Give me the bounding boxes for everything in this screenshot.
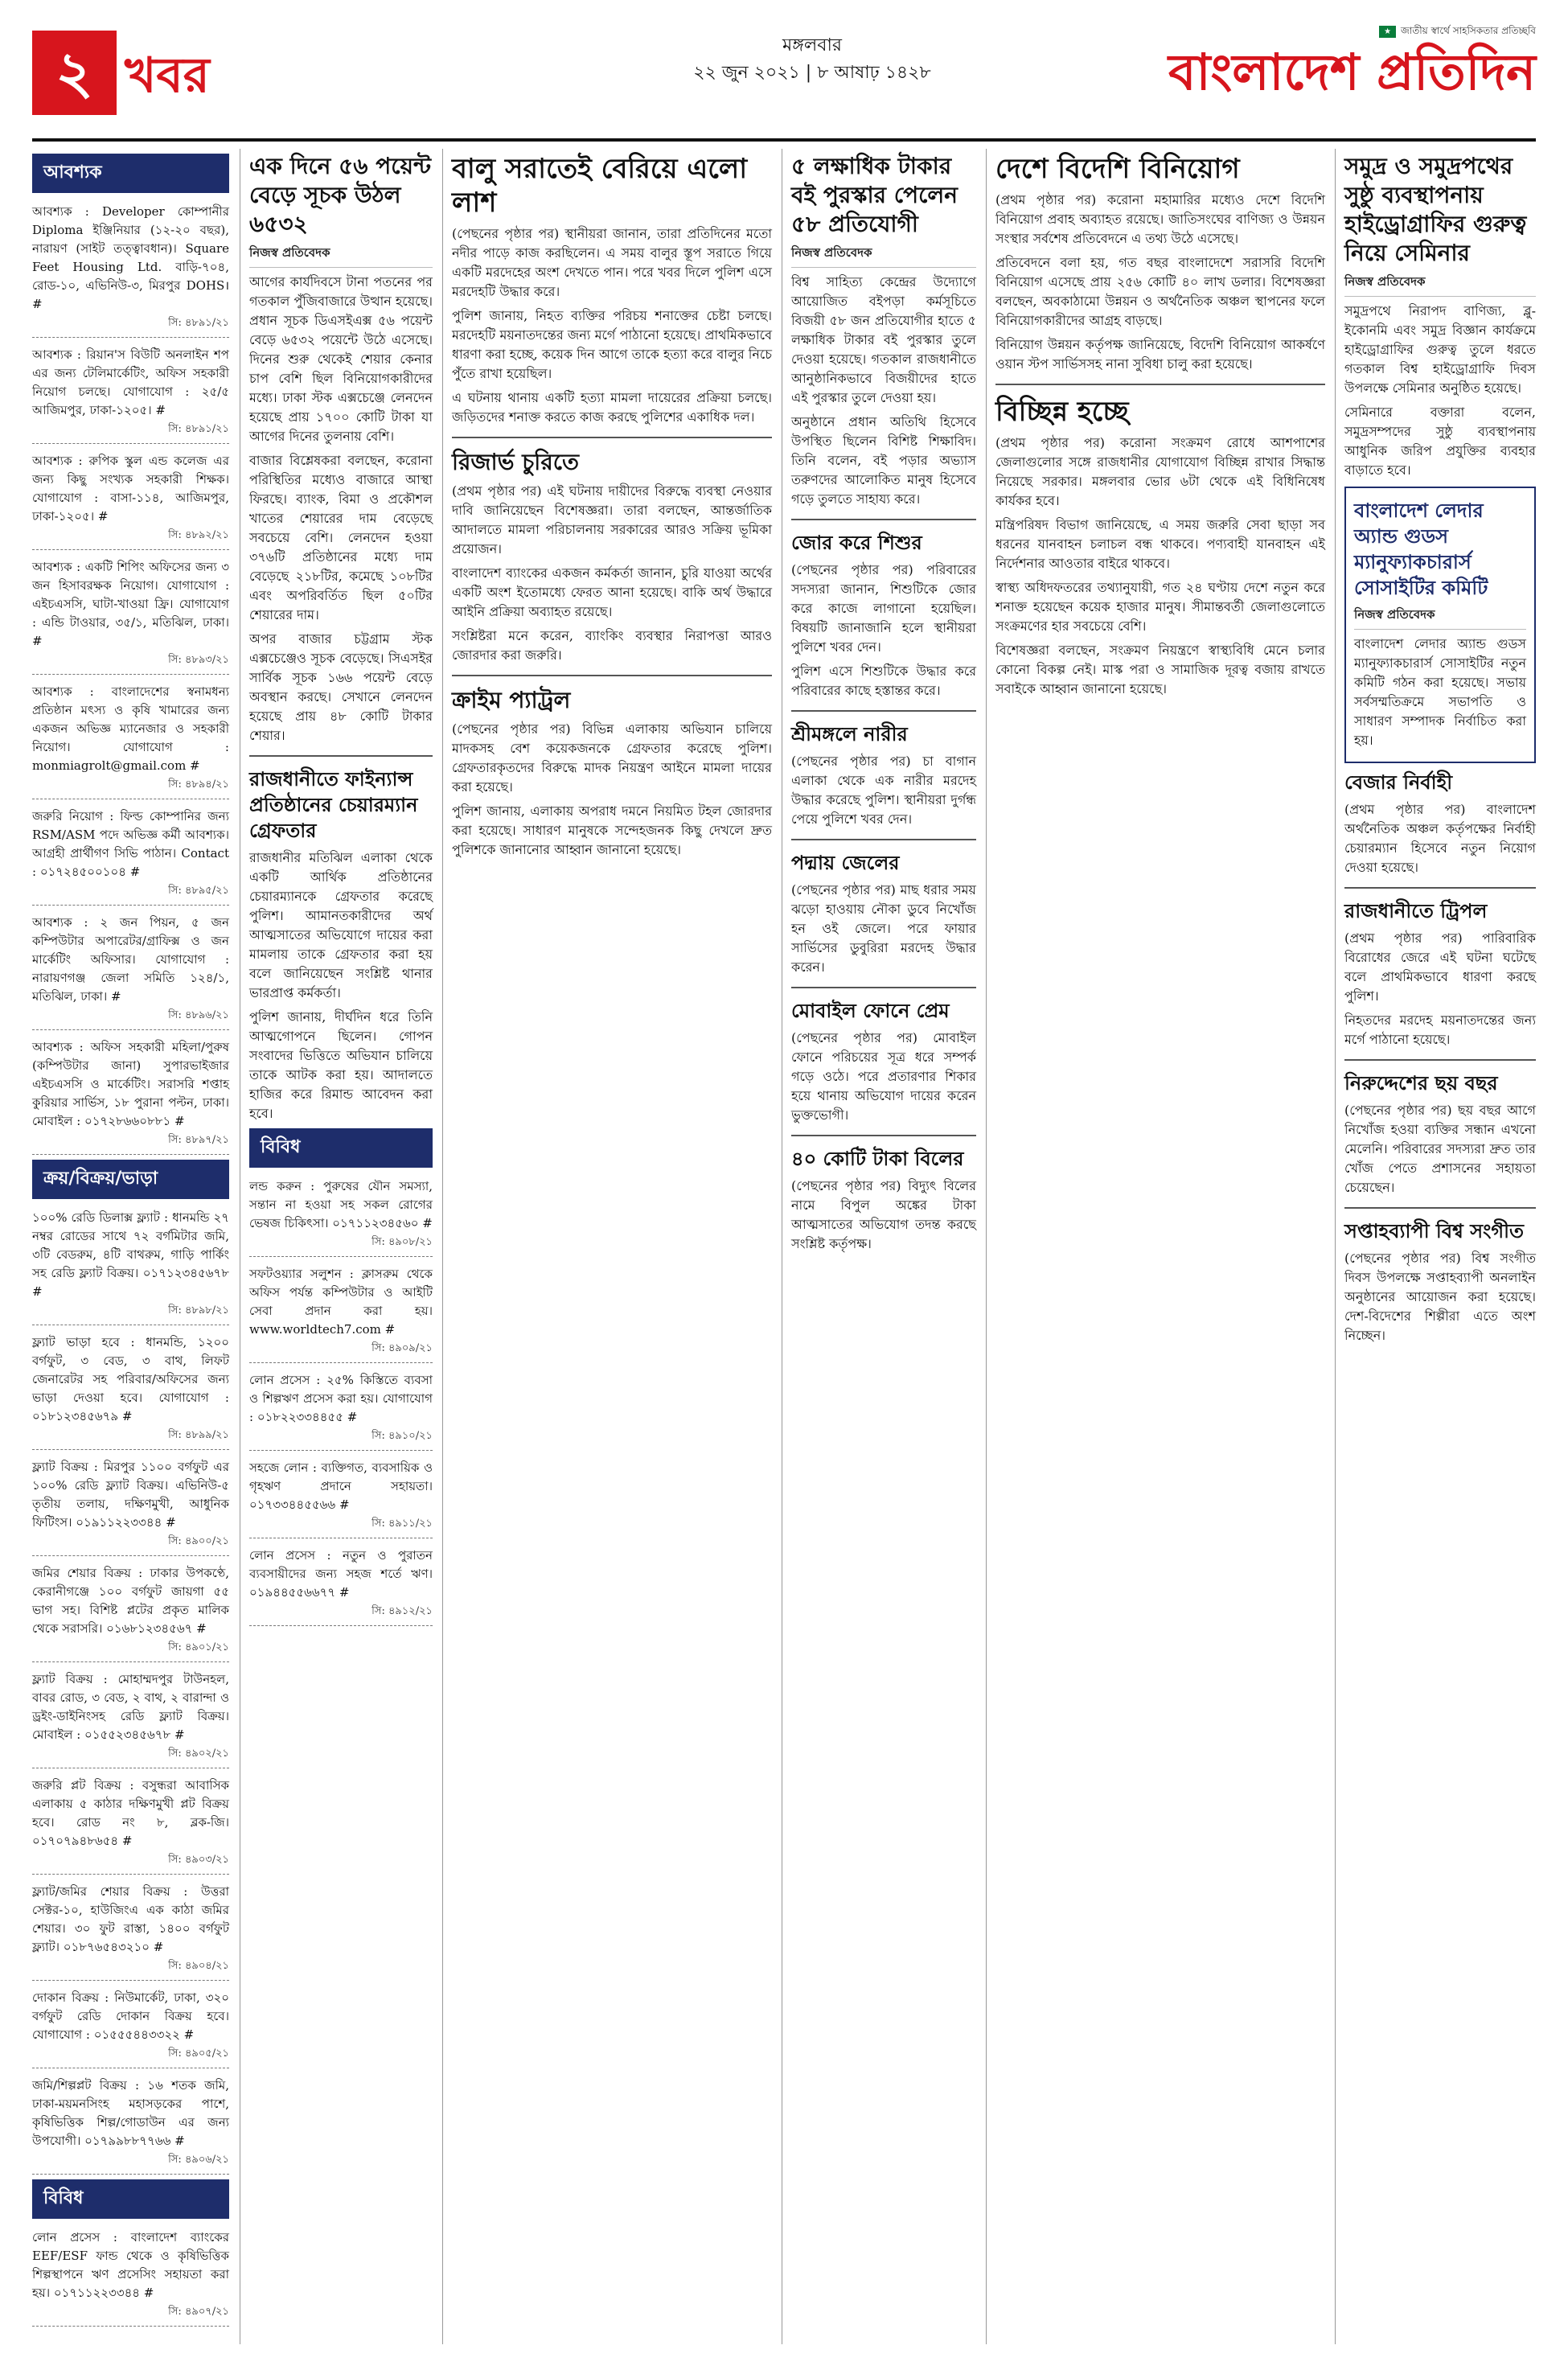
article-headline: বেজার নির্বাহী [1344,771,1453,794]
article-paragraph: (পেছনের পৃষ্ঠার পর) পরিবারের সদস্যরা জানান, শিশুটিকে জোর করে কাজে লাগানো হয়েছিল। বিষয়টি জানাজানি হলে স্থানীয়রা পুলিশে খবর দেন। [791,562,976,655]
column-5 [995,149,1325,704]
article-divider [791,987,976,988]
masthead-rule [32,138,1536,142]
classified-heading-needed: আবশ্যক [32,154,229,193]
classified-ad: আবশ্যক : বাংলাদেশের স্বনামধন্য প্রতিষ্ঠান মৎস্য ও কৃষি খামারের জন্য একজন অভিজ্ঞ ম্যানেজার ও সহকারী নিয়োগ। যোগাযোগ : monmiagrolt@gmail.com # সি: ৪৮৯৪/২১ [32,680,229,799]
article-headline: রাজধানীতে ফাইন্যান্স প্রতিষ্ঠানের চেয়ারম্যান গ্রেফতার [249,768,418,842]
article-headline: সপ্তাহব্যাপী বিশ্ব সংগীত [1344,1220,1525,1242]
article-paragraph: (প্রথম পৃষ্ঠার পর) এই ঘটনায় দায়ীদের বিরুদ্ধে ব্যবস্থা নেওয়ার দাবি জানিয়েছেন বিশেষজ্ঞরা। তারা বলছেন, আন্তর্জাতিক আদালতে মামলা পরিচালনায় সরকারের আরও সক্রিয় ভূমিকা প্রয়োজন। [452,483,772,557]
column-3 [452,149,772,865]
article-paragraph: (পেছনের পৃষ্ঠার পর) বিশ্ব সংগীত দিবস উপলক্ষে সপ্তাহব্যাপী অনলাইন অনুষ্ঠানের আয়োজন করা হয়েছে। দেশ-বিদেশের শিল্পীরা এতে অংশ নিচ্ছেন। [1344,1251,1536,1343]
classified-ad: আবশ্যক : একটি শিপিং অফিসের জন্য ৩ জন হিসাবরক্ষক নিয়োগ। যোগাযোগ : এইচএসসি, ঘাটা-খাওয়া ফ্রি। যোগাযোগ : এন্ডি টাওয়ার, ৩৫/১, মতিঝিল, ঢাকা। # সি: ৪৮৯৩/২১ [32,555,229,675]
column-6 [1344,149,1536,1350]
article-divider [791,1135,976,1136]
paper-logo [1166,24,1536,145]
article-paragraph: বিশ্ব সাহিত্য কেন্দ্রের উদ্যোগে আয়োজিত বইপড়া কর্মসূচিতে বিজয়ী ৫৮ জন প্রতিযোগীর হাতে ৫ লক্ষাধিক টাকার বই পুরস্কার তুলে দেওয়া হয়েছে। গতকাল রাজধানীতে আনুষ্ঠানিকভাবে বিজয়ীদের হাতে এই পুরস্কার তুলে দেওয়া হয়। [791,274,976,405]
article-paragraph: (প্রথম পৃষ্ঠার পর) করোনা মহামারির মধ্যেও দেশে বিদেশি বিনিয়োগ প্রবাহ অব্যাহত রয়েছে। জাতিসংঘের বাণিজ্য ও উন্নয়ন সংস্থার সর্বশেষ প্রতিবেদনে এ তথ্য উঠে এসেছে। [995,192,1325,246]
article-paragraph: (পেছনের পৃষ্ঠার পর) বিদ্যুৎ বিলের নামে বিপুল অঙ্কের টাকা আত্মসাতের অভিযোগ তদন্ত করছে সংশ্লিষ্ট কর্তৃপক্ষ। [791,1178,976,1251]
article-headline: ক্রাইম প্যাট্রল [452,687,571,713]
article-headline: ৫ লক্ষাধিক টাকার বই পুরস্কার পেলেন ৫৮ প্রতিযোগী [791,153,958,237]
article-paragraph: (প্রথম পৃষ্ঠার পর) বাংলাদেশ অর্থনৈতিক অঞ্চল কর্তৃপক্ষের নির্বাহী চেয়ারম্যান হিসেবে নতুন নিয়োগ দেওয়া হয়েছে। [1344,802,1536,875]
article-headline: এক দিনে ৫৬ পয়েন্ট বেড়ে সূচক উঠল ৬৫৩২ [249,153,431,237]
article-paragraph: (প্রথম পৃষ্ঠার পর) পারিবারিক বিরোধের জেরে এই ঘটনা ঘটেছে বলে প্রাথমিকভাবে ধারণা করছে পুলিশ। [1344,930,1536,1004]
article-paragraph: নিহতদের মরদেহ ময়নাতদন্তের জন্য মর্গে পাঠানো হয়েছে। [1344,1012,1536,1047]
article-paragraph: বিশেষজ্ঞরা বলছেন, সংক্রমণ নিয়ন্ত্রণে স্বাস্থ্যবিধি মেনে চলার কোনো বিকল্প নেই। মাস্ক পরা ও সামাজিক দূরত্ব বজায় রাখতে সবাইকে আহ্বান জানানো হয়েছে। [995,643,1325,696]
classified-ad: সহজে লোন : ব্যক্তিগত, ব্যবসায়িক ও গৃহঋণ প্রদানে সহায়তা। ০১৭৩৩৪৪৫৫৬৬ # সি: ৪৯১১/২১ [249,1456,433,1538]
article-paragraph: (পেছনের পৃষ্ঠার পর) ছয় বছর আগে নিখোঁজ হওয়া ব্যক্তির সন্ধান এখনো মেলেনি। পরিবারের সদস্যরা দ্রুত তার খোঁজ পেতে প্রশাসনের সহায়তা চেয়েছেন। [1344,1103,1536,1195]
trade-ads [32,1205,229,2175]
article-divider [791,519,976,520]
article-paragraph: সেমিনারে বক্তারা বলেন, সমুদ্রসম্পদের সুষ্ঠু ব্যবস্থাপনায় আধুনিক জরিপ প্রযুক্তির ব্যবহার বাড়াতে হবে। [1344,405,1536,478]
article-paragraph: পুলিশ জানায়, নিহত ব্যক্তির পরিচয় শনাক্তের চেষ্টা চলছে। মরদেহটি ময়নাতদন্তের জন্য মর্গে পাঠানো হয়েছে। প্রাথমিকভাবে ধারণা করা হচ্ছে, কয়েক দিন আগে তাকে হত্যা করে বালুর নিচে পুঁতে রাখা হয়েছিল। [452,308,772,381]
article-paragraph: বিনিয়োগ উন্নয়ন কর্তৃপক্ষ জানিয়েছে, বিদেশি বিনিয়োগ আকর্ষণে ওয়ান স্টপ সার্ভিসসহ নানা সুবিধা চালু করা হয়েছে। [995,337,1325,372]
article-paragraph: বাংলাদেশ ব্যাংকের একজন কর্মকর্তা জানান, চুরি যাওয়া অর্থের একটি অংশ ইতোমধ্যে ফেরত আনা হয়েছে। বাকি অর্থ উদ্ধারে আইনি প্রক্রিয়া অব্যাহত রয়েছে। [452,565,772,619]
classified-heading-misc: বিবিধ [32,2179,229,2219]
article-paragraph: সমুদ্রপথে নিরাপদ বাণিজ্য, ব্লু-ইকোনমি এবং সমুদ্র বিজ্ঞান কার্যক্রমে হাইড্রোগ্রাফির গুরুত্ব তুলে ধরতে গতকাল বিশ্ব হাইড্রোগ্রাফি দিবস উপলক্ষে সেমিনার অনুষ্ঠিত হয়েছে। [1344,303,1536,396]
article-headline: রিজার্ভ চুরিতে [452,449,579,475]
needed-ads [32,199,229,1155]
article-headline: বালু সরাতেই বেরিয়ে এলো লাশ [452,153,748,219]
column-rule [986,149,987,2344]
article-paragraph: রাজধানীর মতিঝিল এলাকা থেকে একটি আর্থিক প্রতিষ্ঠানের চেয়ারম্যানকে গ্রেফতার করেছে পুলিশ। আমানতকারীদের অর্থ আত্মসাতের অভিযোগে দায়ের করা মামলায় তাকে গ্রেফতার করা হয় বলে জানিয়েছেন সংশ্লিষ্ট থানার ভারপ্রাপ্ত কর্মকর্তা। [249,850,433,1000]
article-headline: পদ্মায় জেলের [791,852,900,874]
article-paragraph: বাজার বিশ্লেষকরা বলছেন, করোনা পরিস্থিতির মধ্যেও বাজারে আস্থা ফিরছে। ব্যাংক, বিমা ও প্রকৌশল খাতের শেয়ারের দাম বেড়েছে সবচেয়ে বেশি। লেনদেন হওয়া ৩৭৬টি প্রতিষ্ঠানের মধ্যে দাম বেড়েছে ২১৮টির, কমেছে ১০৮টির এবং অপরিবর্তিত ছিল ৫০টির শেয়ারের দাম। [249,453,433,622]
classified-ad: জমির শেয়ার বিক্রয় : ঢাকার উপকণ্ঠে, কেরানীগঞ্জে ১০০ বর্গফুট জায়গা ৫৫ ভাগ সহ। বিশিষ্ট প্লটের প্রকৃত মালিক থেকে সরাসরি। ০১৬৮১২৩৪৫৬৭ # সি: ৪৯০১/২১ [32,1561,229,1662]
masthead [32,24,1536,145]
article-headline: সমুদ্র ও সমুদ্রপথের সুষ্ঠু ব্যবস্থাপনায় হাইড্রোগ্রাফির গুরুত্ব নিয়ে সেমিনার [1344,153,1527,266]
article-byline: নিজস্ব প্রতিবেদক [1344,273,1536,297]
article-divider [791,839,976,840]
article-paragraph: অনুষ্ঠানে প্রধান অতিথি হিসেবে উপস্থিত ছিলেন বিশিষ্ট শিক্ষাবিদ। তিনি বলেন, বই পড়ার অভ্যাস তরুণদের আলোকিত মানুষ হিসেবে গড়ে তুলতে সাহায্য করে। [791,414,976,507]
article-byline: নিজস্ব প্রতিবেদক [249,244,433,268]
classified-ad: আবশ্যক : ২ জন পিয়ন, ৫ জন কম্পিউটার অপারেটর/গ্রাফিক্স ও জন মার্কেটিং অফিসার। যোগাযোগ : নারায়ণগঞ্জ জেলা সমিতি ১২৪/১, মতিঝিল, ঢাকা। # সি: ৪৮৯৬/২১ [32,910,229,1030]
article-paragraph: বাংলাদেশ লেদার অ্যান্ড গুডস ম্যানুফ্যাকচারার্স সোসাইটির নতুন কমিটি গঠন করা হয়েছে। সভায় সর্বসম্মতিক্রমে সভাপতি ও সাধারণ সম্পাদক নির্বাচিত করা হয়। [1354,636,1526,748]
classified-ad: জরুরি প্লট বিক্রয় : বসুন্ধরা আবাসিক এলাকায় ৫ কাঠার দক্ষিণমুখী প্লট বিক্রয় হবে। রোড নং ৮, ব্লক-জি। ০১৭০৭৯৪৮৬৫৪ # সি: ৪৯০৩/২১ [32,1773,229,1875]
classified-ad: ১০০% রেডি ডিলাক্স ফ্ল্যাট : ধানমন্ডি ২৭ নম্বর রোডের সাথে ৭২ বর্গমিটার জমি, ৩টি বেডরুম, ৪টি বাথরুম, গাড়ি পার্কিং সহ রেডি ফ্ল্যাট বিক্রয়। ০১৭১২৩৪৫৬৭৮ # সি: ৪৮৯৮/২১ [32,1205,229,1325]
article-divider [1344,887,1536,889]
article-headline: রাজধানীতে ট্রিপল [1344,900,1488,922]
column-rule [1335,149,1336,2344]
column-rule [442,149,443,2344]
paper-tagline: ★ জাতীয় স্বার্থে সাহসিকতার প্রতিচ্ছবি [1166,24,1536,40]
boxed-article [1344,487,1536,763]
article-headline: নিরুদ্দেশের ছয় বছর [1344,1072,1498,1095]
page-number: ২ [32,31,117,115]
date-line: ২২ জুন ২০২১ | ৮ আষাঢ় ১৪২৮ [693,63,931,83]
article-divider [452,437,772,438]
article-divider [1344,1059,1536,1061]
article-paragraph: পুলিশ জানায়, এলাকায় অপরাধ দমনে নিয়মিত টহল জোরদার করা হয়েছে। সাধারণ মানুষকে সন্দেহজনক কিছু দেখলে দ্রুত পুলিশকে জানানোর আহ্বান জানানো হয়েছে। [452,803,772,857]
classified-ad: লোন প্রসেস : ২৫% কিস্তিতে ব্যবসা ও শিল্পঋণ প্রসেস করা হয়। যোগাযোগ : ০১৮২২৩৩৪৪৫৫ # সি: ৪৯১০/২১ [249,1368,433,1451]
classified-ad: সফটওয়্যার সলুশন : ক্লাসরুম থেকে অফিস পর্যন্ত কম্পিউটার ও আইটি সেবা প্রদান করা হয়। www.worldtech7.com # সি: ৪৯০৯/২১ [249,1262,433,1363]
article-headline: বিচ্ছিন্ন হচ্ছে [995,396,1129,428]
classifieds-column [32,149,229,2331]
column-2 [249,149,433,1631]
article-headline: শ্রীমঙ্গলে নারীর [791,723,908,745]
classified-ad: ফ্ল্যাট ভাড়া হবে : ধানমন্ডি, ১২০০ বর্গফুট, ৩ বেড, ৩ বাথ, লিফট জেনারেটর সহ পরিবার/অফিসের জন্য ভাড়া দেওয়া হবে। যোগাযোগ : ০১৮১২৩৪৫৬৭৯ # সি: ৪৮৯৯/২১ [32,1330,229,1450]
weekday: মঙ্গলবার [782,35,842,55]
article-byline: নিজস্ব প্রতিবেদক [1354,606,1526,630]
column-4 [791,149,976,1259]
classified-ad: আবশ্যক : অফিস সহকারী মহিলা/পুরুষ (কম্পিউটার জানা) সুপারভাইজার এইচএসসি ও মার্কেটিং। সরাসরি শপ্তাহ কুরিয়ার সার্ভিস, ১৮ পুরানা পল্টন, ঢাকা। মোবাইল : ০১৭২৮৬৬০৮৮১ # সি: ৪৮৯৭/২১ [32,1035,229,1155]
article-divider [995,384,1325,385]
issue-date [643,32,981,87]
article-paragraph: আগের কার্যদিবসে টানা পতনের পর গতকাল পুঁজিবাজারে উত্থান হয়েছে। প্রধান সূচক ডিএসইএক্স ৫৬ পয়েন্ট বেড়ে ৬৫৩২ পয়েন্টে উঠে এসেছে। দিনের শুরু থেকেই শেয়ার কেনার চাপ বেশি ছিল বিনিয়োগকারীদের মধ্যে। ঢাকা স্টক এক্সচেঞ্জে লেনদেন হয়েছে প্রায় ১৭০০ কোটি টাকা যা আগের দিনের তুলনায় বেশি। [249,274,433,444]
article-headline: বাংলাদেশ লেদার অ্যান্ড গুডস ম্যানুফ্যাকচারার্স সোসাইটির কমিটি [1354,499,1488,599]
article-paragraph: স্বাস্থ্য অধিদফতরের তথ্যানুযায়ী, গত ২৪ ঘণ্টায় দেশে নতুন করে শনাক্ত হয়েছেন কয়েক হাজার মানুষ। সীমান্তবর্তী জেলাগুলোতে সংক্রমণের হার সবচেয়ে বেশি। [995,580,1325,634]
classified-ad: জরুরি নিয়োগ : ফিল্ড কোম্পানির জন্য RSM/ASM পদে অভিজ্ঞ কর্মী আবশ্যক। আগ্রহী প্রার্থীগণ সিভি পাঠান। Contact : ০১৭২৪৫০০১০৪ # সি: ৪৮৯৫/২১ [32,804,229,906]
classified-ad: জমি/শিল্পপ্লট বিক্রয় : ১৬ শতক জমি, ঢাকা-ময়মনসিংহ মহাসড়কের পাশে, কৃষিভিত্তিক শিল্প/গোডাউন এর জন্য উপযোগী। ০১৭৯৯৮৮৭৭৬৬ # সি: ৪৯০৬/২১ [32,2073,229,2175]
classified-ad: ফ্ল্যাট/জমির শেয়ার বিক্রয় : উত্তরা সেক্টর-১০, হাউজিংএ এক কাঠা জমির শেয়ার। ৩০ ফুট রাস্তা, ১৪০০ বর্গফুট ফ্ল্যাট। ০১৮৭৬৫৪৩২১০ # সি: ৪৯০৪/২১ [32,1879,229,1981]
article-paragraph: (পেছনের পৃষ্ঠার পর) স্থানীয়রা জানান, তারা প্রতিদিনের মতো নদীর পাড়ে কাজ করছিলেন। এ সময় বালুর স্তূপ সরাতে গিয়ে একটি মরদেহের অংশ দেখতে পান। পরে খবর দিলে পুলিশ এসে মরদেহটি উদ্ধার করে। [452,226,772,299]
article-headline: মোবাইল ফোনে প্রেম [791,1000,950,1022]
classified-ad: লোন প্রসেস : নতুন ও পুরাতন ব্যবসায়ীদের জন্য সহজ শর্তে ঋণ। ০১৯৪৪৫৫৬৬৭৭ # সি: ৪৯১২/২১ [249,1543,433,1626]
section-name: খবর [125,47,210,104]
article-paragraph: (পেছনের পৃষ্ঠার পর) বিভিন্ন এলাকায় অভিযান চালিয়ে মাদকসহ বেশ কয়েকজনকে গ্রেফতার করেছে পুলিশ। গ্রেফতারকৃতদের বিরুদ্ধে মাদক নিয়ন্ত্রণ আইনে মামলা দায়ের করা হয়েছে। [452,721,772,795]
classified-ad: দোকান বিক্রয় : নিউমার্কেট, ঢাকা, ৩২০ বর্গফুট রেডি দোকান বিক্রয় হবে। যোগাযোগ : ০১৫৫৫৪৪৩৩২২ # সি: ৪৯০৫/২১ [32,1986,229,2068]
article-headline: ৪০ কোটি টাকা বিলের [791,1148,964,1170]
classified-heading-trade: ক্রয়/বিক্রয়/ভাড়া [32,1160,229,1199]
article-headline: জোর করে শিশুর [791,532,922,554]
classified-ad: ফ্ল্যাট বিক্রয় : মিরপুর ১১০০ বর্গফুট এর ১০০% রেডি ফ্ল্যাট বিক্রয়। এভিনিউ-৫ তৃতীয় তলায়, দক্ষিণমুখী, আধুনিক ফিটিংস। ০১৯১১২২৩৩৪৪ # সি: ৪৯০০/২১ [32,1455,229,1556]
article-headline: দেশে বিদেশি বিনিয়োগ [995,153,1240,185]
classified-heading-misc: বিবিধ [249,1128,433,1168]
article-paragraph: পুলিশ এসে শিশুটিকে উদ্ধার করে পরিবারের কাছে হস্তান্তর করে। [791,663,976,698]
article-paragraph: এ ঘটনায় থানায় একটি হত্যা মামলা দায়েরের প্রক্রিয়া চলছে। জড়িতদের শনাক্ত করতে কাজ করছে পুলিশের একাধিক দল। [452,390,772,425]
article-paragraph: অপর বাজার চট্টগ্রাম স্টক এক্সচেঞ্জেও সূচক বেড়েছে। সিএসইর সার্বিক সূচক ১৬৬ পয়েন্ট বেড়ে অবস্থান করছে। সেখানে লেনদেন হয়েছে প্রায় ৪৮ কোটি টাকার শেয়ার। [249,631,433,743]
classified-ad: ফ্ল্যাট বিক্রয় : মোহাম্মদপুর টাউনহল, বাবর রোড, ৩ বেড, ২ বাথ, ২ বারান্দা ও ড্রইং-ডাইনিংসহ রেডি ফ্ল্যাট বিক্রয়। মোবাইল : ০১৫৫২৩৪৫৬৭৮ # সি: ৪৯০২/২১ [32,1667,229,1768]
article-divider [452,675,772,676]
classified-ad: আবশ্যক : রিয়ান'স বিউটি অনলাইন শপ এর জন্য টেলিমার্কেটিং, অফিস সহকারী নিয়োগ চলছে। যোগাযোগ : ২৫/৫ আজিমপুর, ঢাকা-১২০৫। # সি: ৪৮৯১/২১ [32,343,229,444]
paper-name: বাংলাদেশ প্রতিদিন [1168,43,1536,101]
article-paragraph: মন্ত্রিপরিষদ বিভাগ জানিয়েছে, এ সময় জরুরি সেবা ছাড়া সব ধরনের যানবাহন চলাচল বন্ধ থাকবে। পণ্যবাহী যানবাহন এই নির্দেশনার আওতার বাইরে থাকবে। [995,517,1325,571]
classified-ad: আবশ্যক : রুপিক স্কুল এন্ড কলেজ এর জন্য কিছু সংখ্যক সহকারী শিক্ষক। যোগাযোগ : বাসা-১১৪, আজিমপুর, ঢাকা-১২০৫। # সি: ৪৮৯২/২১ [32,449,229,550]
article-paragraph: পুলিশ জানায়, দীর্ঘদিন ধরে তিনি আত্মগোপনে ছিলেন। গোপন সংবাদের ভিত্তিতে অভিযান চালিয়ে তাকে আটক করা হয়। আদালতে হাজির করে রিমান্ড আবেদন করা হবে। [249,1009,433,1121]
article-paragraph: (পেছনের পৃষ্ঠার পর) মোবাইল ফোনে পরিচয়ের সূত্র ধরে সম্পর্ক গড়ে ওঠে। পরে প্রতারণার শিকার হয়ে থানায় অভিযোগ দায়ের করেন ভুক্তভোগী। [791,1030,976,1123]
article-byline: নিজস্ব প্রতিবেদক [791,244,976,268]
logo-badge: ★ [1379,26,1396,38]
article-divider [1344,1207,1536,1209]
classified-ad: আবশ্যক : Developer কোম্পানীর Diploma ইঞ্জিনিয়ার (১২-২০ বছর), নারায়ণ (সাইট তত্ত্বাবধান)। Square Feet Housing Ltd. বাড়ি-৭০৪, রোড-১০, এভিনিউ-৩, মিরপুর DOHS। # সি: ৪৮৯১/২১ [32,199,229,338]
article-paragraph: প্রতিবেদনে বলা হয়, গত বছর বাংলাদেশে সরাসরি বিদেশি বিনিয়োগ এসেছে প্রায় ২৫৬ কোটি ৪০ লাখ ডলার। বিশেষজ্ঞরা বলছেন, অবকাঠামো উন্নয়ন ও অর্থনৈতিক অঞ্চল স্থাপনের ফলে বিনিয়োগকারীদের আগ্রহ বাড়ছে। [995,255,1325,328]
article-paragraph: (পেছনের পৃষ্ঠার পর) মাছ ধরার সময় ঝড়ো হাওয়ায় নৌকা ডুবে নিখোঁজ হন ওই জেলে। পরে ফায়ার সার্ভিসের ডুবুরিরা মরদেহ উদ্ধার করেন। [791,882,976,975]
article-paragraph: (পেছনের পৃষ্ঠার পর) চা বাগান এলাকা থেকে এক নারীর মরদেহ উদ্ধার করেছে পুলিশ। স্থানীয়রা দুর্গন্ধ পেয়ে পুলিশে খবর দেন। [791,754,976,827]
classified-ad: লন্ড করুন : পুরুষের যৌন সমস্যা, সন্তান না হওয়া সহ সকল রোগের ভেষজ চিকিৎসা। ০১৭১১২৩৪৫৬০ # সি: ৪৯০৮/২১ [249,1174,433,1257]
classified-ad: লোন প্রসেস : বাংলাদেশ ব্যাংকের EEF/ESF ফান্ড থেকে ও কৃষিভিত্তিক শিল্পস্থাপনে ঋণ প্রসেসিং সহায়তা করা হয়। ০১৭১১২২৩৩৪৪ # সি: ৪৯০৭/২১ [32,2225,229,2327]
article-paragraph: (প্রথম পৃষ্ঠার পর) করোনা সংক্রমণ রোধে আশপাশের জেলাগুলোর সঙ্গে রাজধানীর যোগাযোগ বিচ্ছিন্ন রাখার সিদ্ধান্ত নিয়েছে সরকার। মঙ্গলবার ভোর ৬টা থেকে এই বিধিনিষেধ কার্যকর হবে। [995,435,1325,508]
article-paragraph: সংশ্লিষ্টরা মনে করেন, ব্যাংকিং ব্যবস্থার নিরাপত্তা আরও জোরদার করা জরুরি। [452,628,772,663]
article-divider [249,755,433,757]
article-divider [791,710,976,712]
